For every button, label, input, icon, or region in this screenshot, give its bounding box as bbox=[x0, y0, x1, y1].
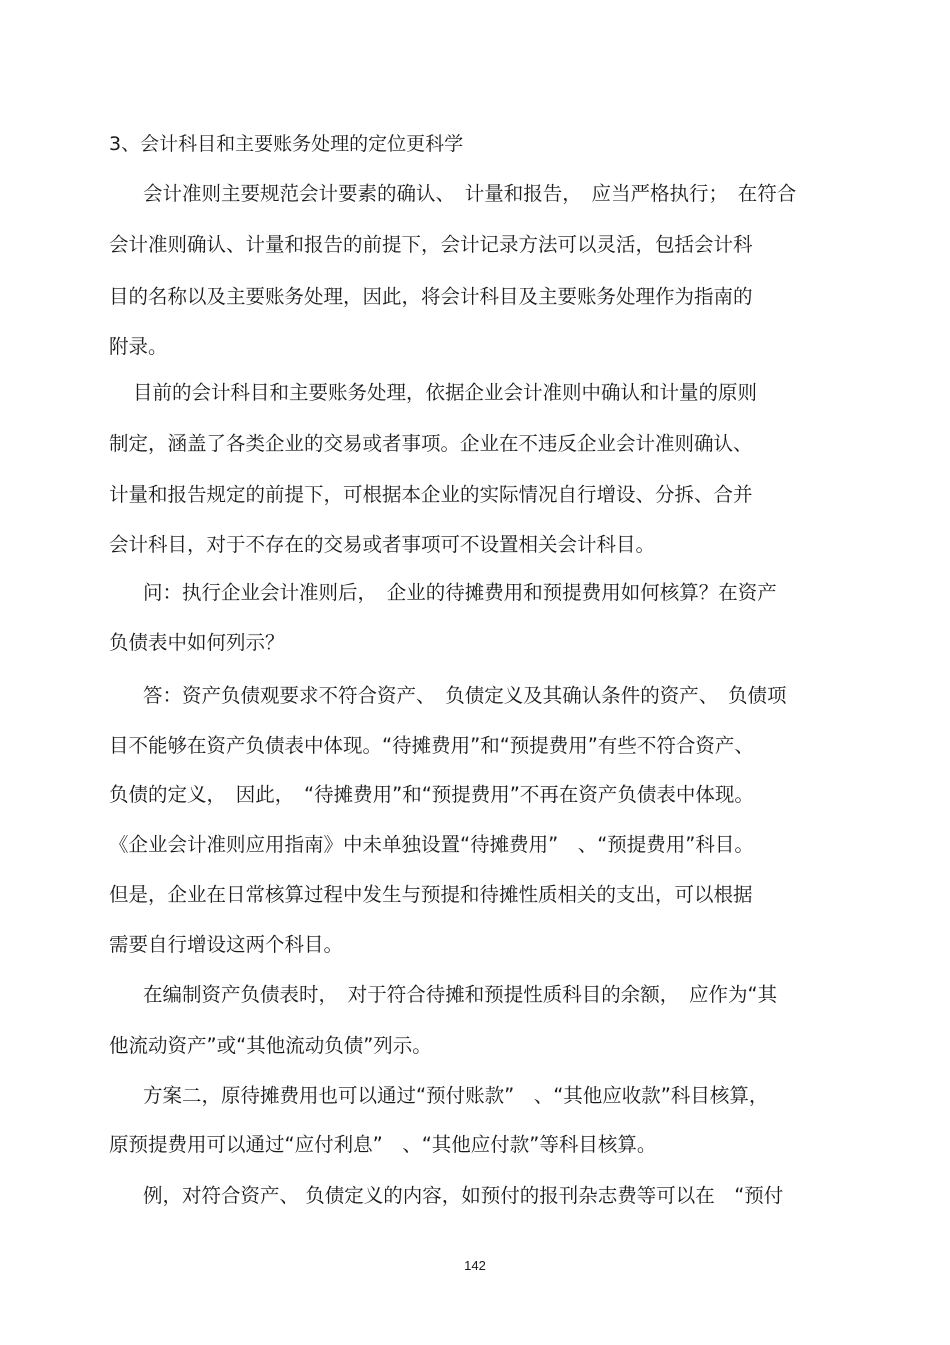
answer-line-1: 答：资产负债观要求不符合资产、 负债定义及其确认条件的资产、 负债项 bbox=[143, 684, 787, 707]
answer-line-2: 目不能够在资产负债表中体现。“待摊费用”和“预提费用”有些不符合资产、 bbox=[109, 734, 754, 757]
paragraph-4-line-1: 方案二，原待摊费用也可以通过“预付账款” 、“其他应收款”科目核算， bbox=[143, 1084, 769, 1107]
answer-line-6: 需要自行增设这两个科目。 bbox=[109, 933, 344, 956]
paragraph-3-line-1: 在编制资产负债表时， 对于符合待摊和预提性质科目的余额， 应作为“其 bbox=[143, 983, 778, 1006]
answer-line-5: 但是，企业在日常核算过程中发生与预提和待摊性质相关的支出，可以根据 bbox=[109, 883, 753, 906]
paragraph-4-line-2: 原预提费用可以通过“应付利息” 、“其他应付款”等科目核算。 bbox=[109, 1133, 657, 1156]
paragraph-1-line-4: 附录。 bbox=[109, 335, 168, 358]
paragraph-2-line-1: 目前的会计科目和主要账务处理，依据企业会计准则中确认和计量的原则 bbox=[133, 381, 758, 404]
paragraph-3-line-2: 他流动资产”或“其他流动负债”列示。 bbox=[109, 1034, 432, 1057]
paragraph-2-line-2: 制定，涵盖了各类企业的交易或者事项。企业在不违反企业会计准则确认、 bbox=[109, 432, 753, 455]
paragraph-1-line-2: 会计准则确认、计量和报告的前提下，会计记录方法可以灵活，包括会计科 bbox=[109, 233, 753, 256]
section-heading: 3、会计科目和主要账务处理的定位更科学 bbox=[109, 133, 464, 155]
answer-line-4: 《企业会计准则应用指南》中未单独设置“待摊费用” 、“预提费用”科目。 bbox=[109, 833, 754, 856]
paragraph-1-line-1: 会计准则主要规范会计要素的确认、 计量和报告， 应当严格执行； 在符合 bbox=[143, 182, 797, 205]
question-line-2: 负债表中如何列示？ bbox=[109, 631, 285, 654]
question-line-1: 问：执行企业会计准则后， 企业的待摊费用和预提费用如何核算？在资产 bbox=[143, 581, 777, 604]
paragraph-1-line-3: 目的名称以及主要账务处理，因此，将会计科目及主要账务处理作为指南的 bbox=[109, 285, 753, 308]
paragraph-2-line-4: 会计科目，对于不存在的交易或者事项可不设置相关会计科目。 bbox=[109, 533, 656, 556]
page-number: 142 bbox=[464, 1258, 486, 1273]
paragraph-2-line-3: 计量和报告规定的前提下，可根据本企业的实际情况自行增设、分拆、合并 bbox=[109, 483, 753, 506]
paragraph-5-line-1: 例，对符合资产、 负债定义的内容，如预付的报刊杂志费等可以在 “预付 bbox=[143, 1184, 784, 1207]
answer-line-3: 负债的定义， 因此， “待摊费用”和“预提费用”不再在资产负债表中体现。 bbox=[109, 783, 754, 806]
